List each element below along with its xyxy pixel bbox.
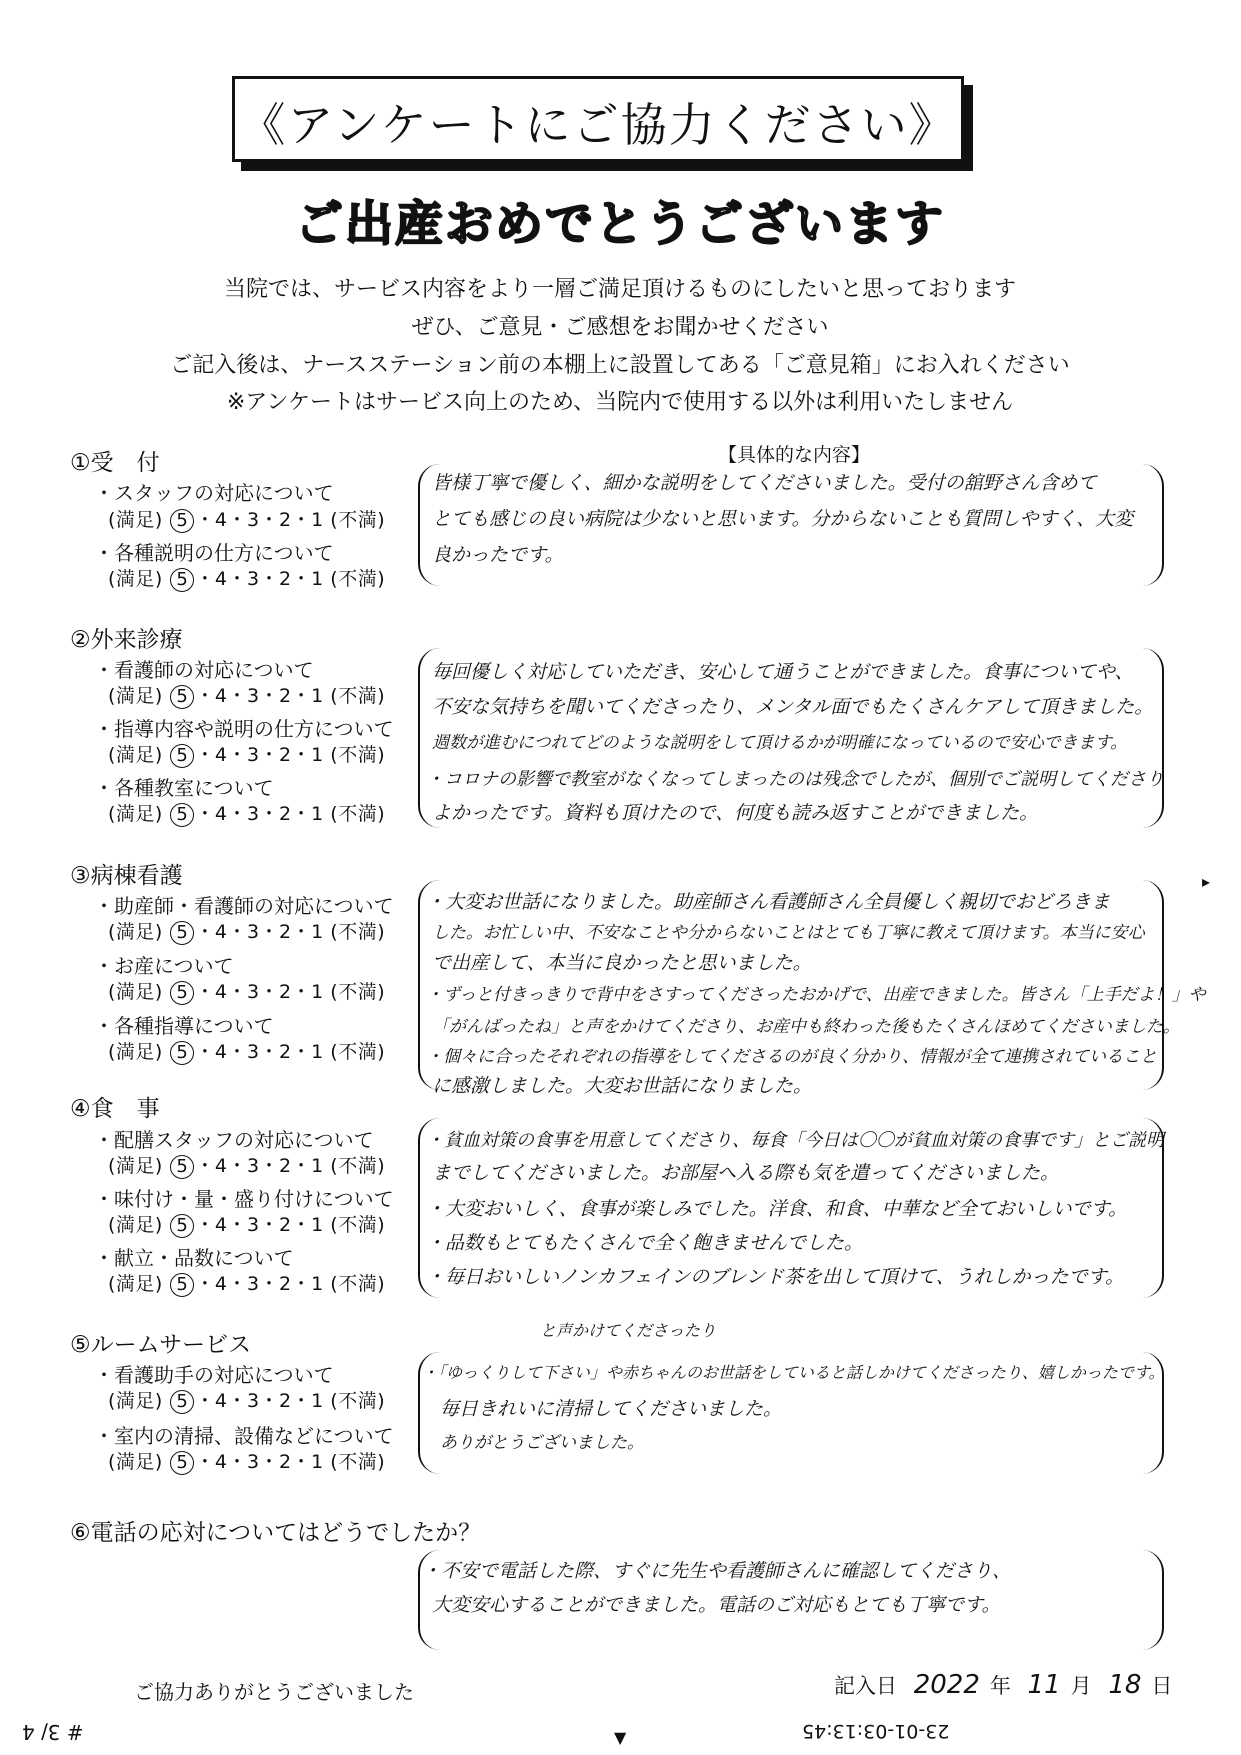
rating-scale: (満足) 5 ・4・3・2・1 (不満) (108, 1390, 386, 1412)
selected-rating: 5 (170, 921, 194, 945)
question-label: ・看護助手の対応について (94, 1363, 334, 1387)
rating-scale: (満足) 5 ・4・3・2・1 (不満) (108, 685, 386, 707)
selected-rating: 5 (170, 803, 194, 827)
comment-line: 週数が進むにつれてどのような説明をして頂けるかが明確になっているので安心できます。 (432, 733, 1128, 753)
section-heading-room-service: ⑤ルームサービス (70, 1332, 252, 1358)
question-label: ・各種説明の仕方について (94, 541, 334, 565)
selected-rating: 5 (170, 1155, 194, 1179)
question-label: ・味付け・量・盛り付けについて (94, 1187, 394, 1211)
comment-line: ・「ゆっくりして下さい」や赤ちゃんのお世話をしていると話しかけてくださったり、嬉しかったです。 (422, 1363, 1165, 1382)
comment-line: 皆様丁寧で優しく、細かな説明をしてくださいました。受付の舘野さん含めて (432, 472, 1097, 494)
comment-line: ・不安で電話した際、すぐに先生や看護師さんに確認してくださり、 (422, 1560, 1012, 1582)
question-label: ・お産について (94, 954, 234, 978)
selected-rating: 5 (170, 1041, 194, 1065)
intro-line-1: 当院では、サービス内容をより一層ご満足頂けるものにしたいと思っております (223, 277, 1016, 302)
comment-line: ありがとうございました。 (440, 1433, 644, 1453)
comment-line: までしてくださいました。お部屋へ入る際も気を遣ってくださいました。 (432, 1162, 1060, 1184)
intro-line-3: ご記入後は、ナースステーション前の本棚上に設置してある「ご意見箱」にお入れください (170, 353, 1070, 378)
selected-rating: 5 (170, 568, 194, 592)
rating-scale: (満足) 5 ・4・3・2・1 (不満) (108, 1155, 386, 1177)
thanks-message: ご協力ありがとうございました (134, 1680, 414, 1704)
question-label: ・看護師の対応について (94, 658, 314, 682)
comment-line: 毎回優しく対応していただき、安心して通うことができました。食事についてや、 (432, 661, 1134, 683)
section-heading-reception: ①受 付 (70, 450, 160, 476)
entry-day: 18 (1108, 1670, 1142, 1700)
comment-line: ・大変お世話になりました。助産師さん看護師さん全員優しく親切でおどろきま (426, 891, 1111, 913)
question-label: ・助産師・看護師の対応について (94, 894, 394, 918)
section-heading-phone: ⑥電話の応対についてはどうでしたか？ (70, 1520, 482, 1546)
rating-scale: (満足) 5 ・4・3・2・1 (不満) (108, 803, 386, 825)
section-heading-ward-nursing: ③病棟看護 (70, 863, 183, 889)
section-heading-meals: ④食 事 (70, 1096, 160, 1122)
intro-line-4: ※アンケートはサービス向上のため、当院内で使用する以外は利用いたしません (226, 390, 1014, 415)
selected-rating: 5 (170, 1390, 194, 1414)
comment-line: ・毎日おいしいノンカフェインのブレンド茶を出して頂けて、うれしかったです。 (426, 1266, 1125, 1288)
rating-scale: (満足) 5 ・4・3・2・1 (不満) (108, 1041, 386, 1063)
page-title: 《アンケートにご協力ください》 (239, 98, 957, 152)
detail-label: 【具体的な内容】 (718, 444, 871, 466)
rating-scale: (満足) 5 ・4・3・2・1 (不満) (108, 568, 386, 590)
fax-timestamp: 23-01-03:13:45 (802, 1720, 950, 1742)
fax-marker-icon: ▼ (614, 1728, 627, 1747)
question-label: ・献立・品数について (94, 1246, 294, 1270)
comment-line: で出産して、本当に良かったと思いました。 (432, 952, 812, 974)
selected-rating: 5 (170, 509, 194, 533)
selected-rating: 5 (170, 1451, 194, 1475)
inserted-note: と声かけてくださったり (540, 1321, 717, 1340)
selected-rating: 5 (170, 981, 194, 1005)
rating-scale: (満足) 5 ・4・3・2・1 (不満) (108, 1214, 386, 1236)
entry-month: 11 (1027, 1670, 1061, 1700)
comment-line: ・個々に合ったそれぞれの指導をしてくださるのが良く分かり、情報が全て連携されていること (426, 1047, 1157, 1067)
comment-line: 毎日きれいに清掃してくださいました。 (440, 1398, 783, 1420)
intro-line-2: ぜひ、ご意見・ご感想をお聞かせください (411, 315, 829, 340)
comment-line: 「がんばったね」と声をかけてくださり、お産中も終わった後もたくさんほめてくださいました。 (432, 1017, 1180, 1037)
rating-scale: (満足) 5 ・4・3・2・1 (不満) (108, 509, 386, 531)
fax-page-number: # 3/ 4 (22, 1720, 84, 1744)
comment-line: ・品数もとてもたくさんで全く飽きませんでした。 (426, 1232, 864, 1254)
question-label: ・各種指導について (94, 1014, 274, 1038)
margin-arrow-icon: ▸ (1202, 872, 1211, 891)
rating-scale: (満足) 5 ・4・3・2・1 (不満) (108, 1451, 386, 1473)
question-label: ・室内の清掃、設備などについて (94, 1424, 394, 1448)
comment-line: 大変安心することができました。電話のご対応もとても丁寧です。 (432, 1594, 1001, 1616)
entry-date-label: 記入日 (834, 1674, 897, 1698)
rating-scale: (満足) 5 ・4・3・2・1 (不満) (108, 744, 386, 766)
comment-line: ・コロナの影響で教室がなくなってしまったのは残念でしたが、個別でご説明してくださり (426, 769, 1164, 790)
comment-line: ・貧血対策の食事を用意してくださり、毎食「今日は〇〇が貧血対策の食事です」とご説明 (426, 1130, 1164, 1151)
question-label: ・配膳スタッフの対応について (94, 1128, 374, 1152)
comment-line: 良かったです。 (432, 544, 564, 566)
entry-date: 記入日 2022 年 11 月 18 日 (834, 1670, 1173, 1700)
selected-rating: 5 (170, 1214, 194, 1238)
congratulations-heading: ご出産おめでとうございます (294, 196, 945, 252)
section-heading-outpatient: ②外来診療 (70, 627, 183, 653)
question-label: ・各種教室について (94, 776, 274, 800)
rating-scale: (満足) 5 ・4・3・2・1 (不満) (108, 921, 386, 943)
selected-rating: 5 (170, 1273, 194, 1297)
comment-line: ・ずっと付きっきりで背中をさすってくださったおかげで、出産できました。皆さん「上手だよ！」や (426, 985, 1206, 1005)
comment-line: に感激しました。大変お世話になりました。 (432, 1075, 813, 1097)
comment-line: とても感じの良い病院は少ないと思います。分からないことも質問しやすく、大変 (432, 508, 1134, 530)
comment-line: 不安な気持ちを聞いてくださったり、メンタル面でもたくさんケアして頂きました。 (432, 696, 1154, 718)
selected-rating: 5 (170, 685, 194, 709)
title-box (232, 76, 964, 162)
comment-line: ・大変おいしく、食事が楽しみでした。洋食、和食、中華など全ておいしいです。 (426, 1198, 1128, 1220)
rating-scale: (満足) 5 ・4・3・2・1 (不満) (108, 981, 386, 1003)
question-label: ・指導内容や説明の仕方について (94, 717, 394, 741)
selected-rating: 5 (170, 744, 194, 768)
comment-line: よかったです。資料も頂けたので、何度も読み返すことができました。 (432, 802, 1039, 824)
entry-year: 2022 (913, 1670, 980, 1700)
question-label: ・スタッフの対応について (94, 481, 334, 505)
comment-line: した。お忙しい中、不安なことや分からないことはとても丁寧に教えて頂けます。本当に安心 (432, 923, 1145, 943)
rating-scale: (満足) 5 ・4・3・2・1 (不満) (108, 1273, 386, 1295)
